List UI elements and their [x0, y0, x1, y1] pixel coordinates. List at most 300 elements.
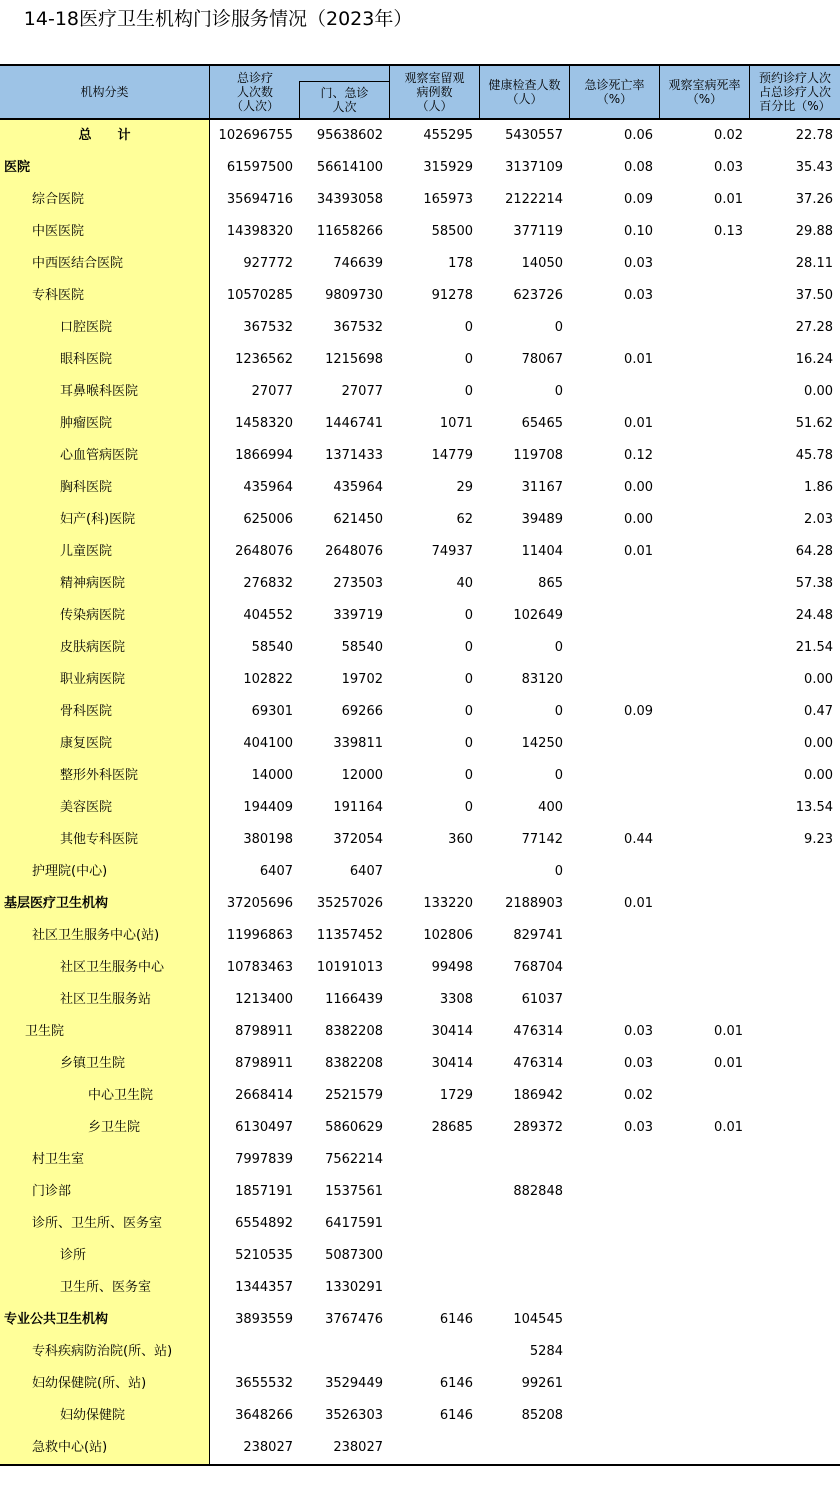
cell-total-visits: 404100 — [243, 736, 293, 751]
row-category: 基层医疗卫生机构 — [0, 888, 210, 920]
cell-appointment-pct: 29.88 — [795, 224, 833, 239]
row-category: 皮肤病医院 — [0, 632, 210, 664]
cell-emergency-visits: 8382208 — [325, 1056, 383, 1071]
cell-observation-mortality — [660, 1176, 743, 1208]
cell-emergency-visits: 746639 — [333, 256, 383, 271]
table-title-text: 医疗卫生机构门诊服务情况（2023年） — [79, 8, 413, 30]
table-row — [0, 1176, 840, 1208]
cell-emergency-mortality: 0.03 — [624, 256, 653, 271]
cell-total-visits: 3648266 — [235, 1408, 293, 1423]
cell-observation-mortality: 0.03 — [714, 160, 743, 175]
cell-observation-cases: 40 — [456, 576, 473, 591]
cell-appointment-pct — [750, 856, 833, 888]
cell-observation-cases: 0 — [464, 384, 473, 399]
table-row — [0, 1368, 840, 1400]
cell-observation-mortality — [660, 1368, 743, 1400]
header-category: 机构分类 — [0, 66, 210, 118]
cell-observation-mortality — [660, 984, 743, 1016]
cell-emergency-mortality — [570, 1368, 653, 1400]
table-row — [0, 1400, 840, 1432]
cell-appointment-pct — [750, 952, 833, 984]
header-observation-mortality: 观察室病死率 （%） — [660, 66, 750, 118]
cell-emergency-mortality — [570, 792, 653, 824]
table-row — [0, 664, 840, 696]
cell-appointment-pct: 37.26 — [795, 192, 833, 207]
cell-observation-mortality — [660, 1304, 743, 1336]
outpatient-services-table — [0, 64, 840, 1464]
cell-total-visits: 10570285 — [226, 288, 293, 303]
cell-appointment-pct — [750, 1368, 833, 1400]
cell-observation-mortality — [660, 696, 743, 728]
cell-observation-cases: 0 — [464, 800, 473, 815]
cell-health-checkups: 882848 — [513, 1184, 563, 1199]
cell-health-checkups: 77142 — [521, 832, 563, 847]
cell-emergency-mortality: 0.44 — [624, 832, 653, 847]
cell-appointment-pct — [750, 1144, 833, 1176]
table-row — [0, 1144, 840, 1176]
cell-total-visits: 2668414 — [235, 1088, 293, 1103]
cell-appointment-pct — [750, 1048, 833, 1080]
cell-health-checkups — [480, 1432, 563, 1464]
cell-observation-mortality — [660, 920, 743, 952]
cell-observation-cases: 30414 — [431, 1024, 473, 1039]
cell-appointment-pct — [750, 1432, 833, 1464]
cell-emergency-visits: 1330291 — [325, 1280, 383, 1295]
cell-appointment-pct — [750, 984, 833, 1016]
row-category: 卫生院 — [0, 1016, 210, 1048]
cell-appointment-pct: 0.00 — [804, 736, 833, 751]
cell-appointment-pct: 21.54 — [795, 640, 833, 655]
cell-observation-mortality — [660, 632, 743, 664]
cell-total-visits: 8798911 — [235, 1024, 293, 1039]
cell-emergency-visits: 372054 — [333, 832, 383, 847]
cell-emergency-mortality: 0.06 — [624, 128, 653, 143]
row-category: 诊所 — [0, 1240, 210, 1272]
cell-emergency-mortality: 0.01 — [624, 896, 653, 911]
row-category: 总 计 — [0, 120, 210, 152]
cell-appointment-pct — [750, 920, 833, 952]
row-category: 中医医院 — [0, 216, 210, 248]
cell-observation-mortality — [660, 248, 743, 280]
row-category: 康复医院 — [0, 728, 210, 760]
cell-appointment-pct — [750, 1208, 833, 1240]
row-category: 职业病医院 — [0, 664, 210, 696]
cell-appointment-pct: 24.48 — [795, 608, 833, 623]
cell-appointment-pct: 45.78 — [795, 448, 833, 463]
cell-emergency-visits: 5087300 — [325, 1248, 383, 1263]
table-row — [0, 504, 840, 536]
cell-health-checkups: 78067 — [521, 352, 563, 367]
cell-observation-cases: 6146 — [439, 1408, 473, 1423]
cell-emergency-mortality — [570, 1176, 653, 1208]
row-category: 美容医院 — [0, 792, 210, 824]
cell-emergency-mortality: 0.09 — [624, 704, 653, 719]
cell-appointment-pct: 9.23 — [804, 832, 833, 847]
cell-health-checkups — [480, 1240, 563, 1272]
cell-health-checkups: 400 — [538, 800, 563, 815]
cell-observation-cases — [390, 1208, 473, 1240]
cell-observation-cases — [390, 1272, 473, 1304]
cell-emergency-mortality — [570, 952, 653, 984]
cell-total-visits: 1344357 — [235, 1280, 293, 1295]
cell-emergency-visits: 35257026 — [316, 896, 383, 911]
cell-total-visits: 1213400 — [235, 992, 293, 1007]
table-row — [0, 728, 840, 760]
cell-appointment-pct: 51.62 — [795, 416, 833, 431]
cell-emergency-visits: 1446741 — [325, 416, 383, 431]
cell-appointment-pct: 28.11 — [795, 256, 833, 271]
cell-emergency-visits: 191164 — [333, 800, 383, 815]
cell-observation-cases: 165973 — [423, 192, 473, 207]
table-title — [3, 4, 412, 34]
cell-observation-cases: 178 — [448, 256, 473, 271]
row-category: 精神病医院 — [0, 568, 210, 600]
cell-emergency-visits: 3767476 — [325, 1312, 383, 1327]
cell-total-visits: 194409 — [243, 800, 293, 815]
cell-emergency-mortality — [570, 312, 653, 344]
cell-total-visits: 927772 — [243, 256, 293, 271]
table-row — [0, 536, 840, 568]
cell-observation-mortality — [660, 312, 743, 344]
cell-health-checkups: 83120 — [521, 672, 563, 687]
table-row — [0, 632, 840, 664]
cell-observation-cases: 3308 — [439, 992, 473, 1007]
cell-appointment-pct: 37.50 — [795, 288, 833, 303]
cell-emergency-visits: 1166439 — [325, 992, 383, 1007]
cell-emergency-visits: 3529449 — [325, 1376, 383, 1391]
cell-health-checkups: 829741 — [513, 928, 563, 943]
cell-observation-mortality — [660, 1144, 743, 1176]
header-visits-group — [210, 66, 390, 118]
cell-observation-mortality: 0.01 — [714, 1120, 743, 1135]
cell-total-visits: 367532 — [243, 320, 293, 335]
cell-observation-cases: 58500 — [431, 224, 473, 239]
table-row — [0, 856, 840, 888]
cell-health-checkups: 289372 — [513, 1120, 563, 1135]
cell-observation-mortality: 0.13 — [714, 224, 743, 239]
cell-health-checkups: 5284 — [529, 1344, 563, 1359]
cell-observation-cases: 0 — [464, 672, 473, 687]
cell-total-visits: 102696755 — [218, 128, 293, 143]
cell-observation-cases: 133220 — [423, 896, 473, 911]
row-category: 妇幼保健院(所、站) — [0, 1368, 210, 1400]
table-row — [0, 1240, 840, 1272]
cell-total-visits: 5210535 — [235, 1248, 293, 1263]
cell-observation-cases — [390, 1176, 473, 1208]
table-row — [0, 152, 840, 184]
row-category: 社区卫生服务中心 — [0, 952, 210, 984]
cell-total-visits: 58540 — [251, 640, 293, 655]
cell-health-checkups: 102649 — [513, 608, 563, 623]
row-category: 其他专科医院 — [0, 824, 210, 856]
cell-health-checkups: 85208 — [521, 1408, 563, 1423]
row-category: 胸科医院 — [0, 472, 210, 504]
cell-emergency-visits: 367532 — [333, 320, 383, 335]
cell-health-checkups: 0 — [554, 640, 563, 655]
cell-emergency-mortality: 0.09 — [624, 192, 653, 207]
table-row — [0, 1048, 840, 1080]
table-row — [0, 984, 840, 1016]
cell-total-visits: 69301 — [251, 704, 293, 719]
row-category: 心血管病医院 — [0, 440, 210, 472]
cell-appointment-pct: 16.24 — [795, 352, 833, 367]
cell-total-visits: 3655532 — [235, 1376, 293, 1391]
cell-observation-cases: 99498 — [431, 960, 473, 975]
cell-total-visits: 625006 — [243, 512, 293, 527]
cell-observation-cases: 29 — [456, 480, 473, 495]
row-category: 口腔医院 — [0, 312, 210, 344]
table-header — [0, 64, 840, 120]
cell-emergency-mortality: 0.00 — [624, 512, 653, 527]
cell-total-visits: 276832 — [243, 576, 293, 591]
cell-emergency-visits: 238027 — [333, 1440, 383, 1455]
cell-observation-cases: 91278 — [431, 288, 473, 303]
table-row — [0, 248, 840, 280]
cell-health-checkups: 865 — [538, 576, 563, 591]
cell-appointment-pct: 0.00 — [804, 384, 833, 399]
header-emergency-mortality: 急诊死亡率 （%） — [570, 66, 660, 118]
cell-observation-cases: 455295 — [423, 128, 473, 143]
cell-emergency-mortality: 0.00 — [624, 480, 653, 495]
cell-emergency-mortality: 0.02 — [624, 1088, 653, 1103]
cell-total-visits: 238027 — [243, 1440, 293, 1455]
table-row — [0, 600, 840, 632]
cell-emergency-visits: 1371433 — [325, 448, 383, 463]
table-body — [0, 120, 840, 1464]
cell-observation-mortality — [660, 504, 743, 536]
header-emergency-visits: 门、急诊 人次 — [299, 81, 389, 118]
cell-observation-cases: 0 — [464, 736, 473, 751]
cell-emergency-visits: 3526303 — [325, 1408, 383, 1423]
cell-appointment-pct: 0.00 — [804, 768, 833, 783]
cell-total-visits: 2648076 — [235, 544, 293, 559]
cell-health-checkups — [480, 1144, 563, 1176]
cell-emergency-mortality: 0.01 — [624, 416, 653, 431]
cell-observation-mortality — [660, 760, 743, 792]
cell-observation-mortality — [660, 1208, 743, 1240]
row-category: 诊所、卫生所、医务室 — [0, 1208, 210, 1240]
cell-observation-cases: 315929 — [423, 160, 473, 175]
cell-observation-mortality — [660, 856, 743, 888]
cell-observation-mortality — [660, 952, 743, 984]
header-total-visits: 总诊疗 人次数 （人次） — [230, 71, 279, 113]
cell-observation-mortality — [660, 536, 743, 568]
cell-observation-mortality: 0.02 — [714, 128, 743, 143]
cell-observation-mortality — [660, 568, 743, 600]
cell-emergency-visits: 1215698 — [325, 352, 383, 367]
cell-total-visits: 8798911 — [235, 1056, 293, 1071]
cell-emergency-visits: 9809730 — [325, 288, 383, 303]
cell-emergency-visits: 34393058 — [316, 192, 383, 207]
table-row — [0, 440, 840, 472]
cell-observation-cases — [390, 856, 473, 888]
table-row — [0, 408, 840, 440]
table-row — [0, 1272, 840, 1304]
row-category: 急救中心(站) — [0, 1432, 210, 1464]
cell-health-checkups: 0 — [554, 768, 563, 783]
cell-total-visits: 27077 — [251, 384, 293, 399]
row-category: 中心卫生院 — [0, 1080, 210, 1112]
cell-health-checkups: 11404 — [521, 544, 563, 559]
table-row — [0, 472, 840, 504]
row-category: 妇幼保健院 — [0, 1400, 210, 1432]
cell-appointment-pct — [750, 1080, 833, 1112]
cell-total-visits: 380198 — [243, 832, 293, 847]
cell-observation-cases: 0 — [464, 640, 473, 655]
cell-observation-mortality — [660, 472, 743, 504]
row-category: 整形外科医院 — [0, 760, 210, 792]
cell-appointment-pct: 1.86 — [804, 480, 833, 495]
table-row — [0, 568, 840, 600]
cell-appointment-pct — [750, 1272, 833, 1304]
cell-emergency-mortality — [570, 728, 653, 760]
table-row — [0, 1080, 840, 1112]
table-row — [0, 120, 840, 152]
cell-appointment-pct: 64.28 — [795, 544, 833, 559]
cell-emergency-mortality: 0.03 — [624, 1056, 653, 1071]
cell-observation-cases — [390, 1144, 473, 1176]
cell-emergency-visits: 11357452 — [316, 928, 383, 943]
cell-health-checkups: 5430557 — [505, 128, 563, 143]
cell-emergency-mortality — [570, 1304, 653, 1336]
cell-emergency-mortality — [570, 1432, 653, 1464]
cell-total-visits: 1458320 — [235, 416, 293, 431]
cell-observation-mortality — [660, 664, 743, 696]
cell-health-checkups: 2188903 — [505, 896, 563, 911]
table-row — [0, 1336, 840, 1368]
cell-emergency-mortality — [570, 760, 653, 792]
row-category: 乡镇卫生院 — [0, 1048, 210, 1080]
cell-emergency-mortality: 0.03 — [624, 1024, 653, 1039]
cell-emergency-visits: 6407 — [349, 864, 383, 879]
cell-emergency-mortality — [570, 1144, 653, 1176]
cell-total-visits: 3893559 — [235, 1312, 293, 1327]
cell-emergency-mortality — [570, 1336, 653, 1368]
cell-health-checkups: 476314 — [513, 1056, 563, 1071]
cell-total-visits: 1236562 — [235, 352, 293, 367]
table-row — [0, 696, 840, 728]
row-category: 耳鼻喉科医院 — [0, 376, 210, 408]
cell-observation-cases: 0 — [464, 768, 473, 783]
row-category: 医院 — [0, 152, 210, 184]
cell-appointment-pct: 27.28 — [795, 320, 833, 335]
cell-observation-mortality: 0.01 — [714, 1056, 743, 1071]
cell-observation-cases: 0 — [464, 608, 473, 623]
row-category: 专科医院 — [0, 280, 210, 312]
cell-appointment-pct — [750, 1400, 833, 1432]
table-row — [0, 760, 840, 792]
cell-emergency-mortality: 0.01 — [624, 352, 653, 367]
row-category: 中西医结合医院 — [0, 248, 210, 280]
cell-appointment-pct — [750, 1112, 833, 1144]
cell-observation-mortality: 0.01 — [714, 1024, 743, 1039]
table-row — [0, 1432, 840, 1464]
cell-observation-mortality — [660, 824, 743, 856]
cell-total-visits: 1866994 — [235, 448, 293, 463]
cell-emergency-visits: 27077 — [341, 384, 383, 399]
cell-health-checkups: 119708 — [513, 448, 563, 463]
cell-observation-cases — [390, 1432, 473, 1464]
cell-emergency-mortality — [570, 376, 653, 408]
cell-health-checkups: 0 — [554, 864, 563, 879]
cell-total-visits: 404552 — [243, 608, 293, 623]
cell-emergency-visits: 19702 — [341, 672, 383, 687]
cell-appointment-pct: 13.54 — [795, 800, 833, 815]
cell-emergency-mortality: 0.03 — [624, 288, 653, 303]
cell-total-visits: 435964 — [243, 480, 293, 495]
cell-observation-mortality — [660, 408, 743, 440]
cell-observation-mortality — [660, 440, 743, 472]
table-row — [0, 280, 840, 312]
cell-total-visits: 35694716 — [226, 192, 293, 207]
cell-observation-cases: 1071 — [439, 416, 473, 431]
cell-observation-mortality — [660, 1336, 743, 1368]
cell-emergency-mortality — [570, 1272, 653, 1304]
cell-emergency-visits: 56614100 — [316, 160, 383, 175]
cell-appointment-pct: 0.00 — [804, 672, 833, 687]
cell-total-visits: 11996863 — [226, 928, 293, 943]
cell-observation-cases — [390, 1336, 473, 1368]
row-category: 卫生所、医务室 — [0, 1272, 210, 1304]
cell-emergency-mortality — [570, 1240, 653, 1272]
cell-health-checkups: 99261 — [521, 1376, 563, 1391]
row-category: 眼科医院 — [0, 344, 210, 376]
cell-observation-cases: 0 — [464, 352, 473, 367]
cell-health-checkups: 0 — [554, 704, 563, 719]
row-category: 乡卫生院 — [0, 1112, 210, 1144]
table-bottom-rule — [0, 1464, 840, 1466]
cell-health-checkups: 623726 — [513, 288, 563, 303]
cell-health-checkups: 377119 — [513, 224, 563, 239]
cell-health-checkups: 186942 — [513, 1088, 563, 1103]
cell-emergency-visits: 621450 — [333, 512, 383, 527]
cell-health-checkups: 3137109 — [505, 160, 563, 175]
table-row — [0, 376, 840, 408]
cell-observation-mortality — [660, 792, 743, 824]
cell-observation-mortality — [660, 728, 743, 760]
cell-emergency-visits: 5860629 — [325, 1120, 383, 1135]
cell-total-visits: 61597500 — [226, 160, 293, 175]
cell-total-visits: 6130497 — [235, 1120, 293, 1135]
cell-emergency-visits: 2648076 — [325, 544, 383, 559]
cell-observation-cases: 6146 — [439, 1376, 473, 1391]
cell-observation-mortality — [660, 888, 743, 920]
cell-emergency-visits: 7562214 — [325, 1152, 383, 1167]
cell-health-checkups: 61037 — [521, 992, 563, 1007]
cell-observation-cases: 28685 — [431, 1120, 473, 1135]
cell-emergency-mortality — [570, 1208, 653, 1240]
table-row — [0, 312, 840, 344]
cell-emergency-visits: 58540 — [341, 640, 383, 655]
table-row — [0, 792, 840, 824]
row-category: 综合医院 — [0, 184, 210, 216]
cell-appointment-pct: 57.38 — [795, 576, 833, 591]
cell-observation-mortality — [660, 344, 743, 376]
cell-emergency-mortality — [570, 632, 653, 664]
table-row — [0, 344, 840, 376]
cell-emergency-mortality: 0.10 — [624, 224, 653, 239]
cell-appointment-pct — [750, 888, 833, 920]
cell-observation-cases: 0 — [464, 320, 473, 335]
cell-emergency-visits: 12000 — [341, 768, 383, 783]
cell-total-visits: 102822 — [243, 672, 293, 687]
row-category: 村卫生室 — [0, 1144, 210, 1176]
cell-observation-cases: 1729 — [439, 1088, 473, 1103]
cell-health-checkups: 39489 — [521, 512, 563, 527]
cell-appointment-pct — [750, 1240, 833, 1272]
cell-emergency-visits: 2521579 — [325, 1088, 383, 1103]
cell-observation-cases: 102806 — [423, 928, 473, 943]
